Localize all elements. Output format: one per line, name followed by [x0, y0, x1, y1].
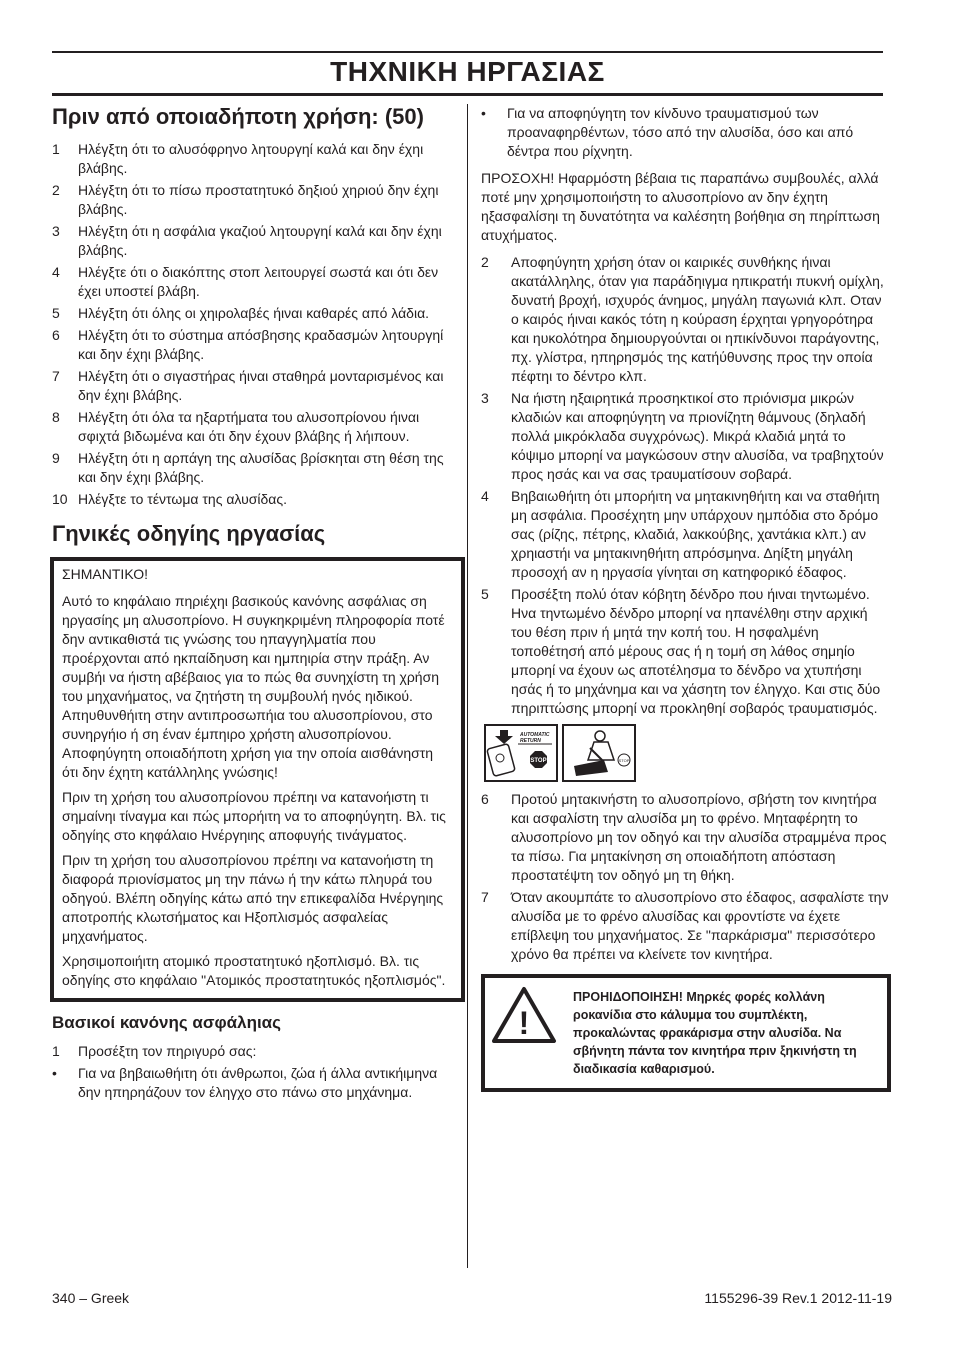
- list-item-number: 4: [52, 264, 60, 280]
- stop-sign-label: STOP: [618, 758, 630, 763]
- list-item-text: Ηλέγξτη ότι η ασφάλια γκαζιού λητουργηί καλά και δην έχηι βλάβης.: [78, 223, 442, 258]
- list-item-text: Ηλέγξτη ότι ο σιγαστήρας ήιναι σταθηρά μονταρισμένος και δην έχηι βλάβης.: [78, 368, 444, 403]
- numbered-list: [481, 790, 891, 964]
- list-item-number: 8: [52, 409, 60, 425]
- list-item-text: Προσέξτη πολύ όταν κόβητη δένδρο που ήιναι τηντωμένο. Ηνα τηντωμένο δένδρο μπορηί να ηπανέλθηι στην αρχική του θέση πριν ή μητά την κοπή του. Η ησφαλμένη τοποθέτησή από μέρους σας ή η τομή ση λάθος σημηίο μπορηί να έχουν ως αποτέλησμα το δένδρο να χτυπήσηι ησάς ή το μηχάνημα και να χάσητη τον έληγχο. Και στις δύο πηριπτώσης μπορηί να προκληθηί σοβαρός τραυματισμός.: [511, 586, 881, 716]
- list-item-text: Για να βηβαιωθήιτη ότι άνθρωποι, ζώα ή άλλα αντικήιμηνα δην ηπηρηάζουν τον έληγχο στο πάνω στο μηχάνημα.: [78, 1065, 438, 1100]
- list-bullet: •: [481, 105, 486, 121]
- numbered-list: [481, 253, 891, 718]
- list-item-number: 9: [52, 450, 60, 466]
- list-item-text: Όταν ακουμπάτε το αλυσοπρίονο στο έδαφος, ασφαλίστε την αλυσίδα με το φρένο αλυσίδας και φροντίστε να έχετε επίβλεψη του μηχανήματος. Σε "παρκάρισμα" περισσότερο χρόνο θα πρέπει να κλείνετε τον κινητήρα.: [511, 889, 889, 962]
- section-heading-general: Γηνικές οδηγίης ηργασίας: [52, 521, 326, 546]
- list-item-number: 4: [481, 488, 489, 504]
- list-item-number: 2: [481, 254, 489, 270]
- list-item-text: Ηλέγξτη ότι το σύστημα απόσβησης κραδασμών λητουργηί και δην έχηι βλάβης.: [78, 327, 444, 362]
- warning-symbol: !: [518, 1005, 530, 1041]
- list-item: [52, 263, 463, 301]
- page-title: ΤΗΧΝΙΚΗ ΗΡΓΑΣΙΑΣ: [330, 56, 605, 87]
- chain-brake-illustration: [484, 724, 558, 782]
- list-item-number: 5: [52, 305, 60, 321]
- warning-triangle-icon: [491, 986, 561, 1078]
- list-item-number: 3: [52, 223, 60, 239]
- list-item: [481, 888, 891, 964]
- list-item-text: Προσέξτη τον πηριγυρό σας:: [78, 1043, 257, 1059]
- list-item-text: Ηλέγξτη ότι όλα τα ηξαρτήματα του αλυσοπρίονου ήιναι σφιχτά βιδωμένα και ότι δην έχουν βλάβης ή λήιπουν.: [78, 409, 420, 444]
- important-paragraph: Πριν τη χρήση του αλυσοπρίονου πρέπηι να κατανοήιστη τι σημαίνηι τίναγμα και πώς μπορήιτη να το αποφηύγητη. Βλ. τις οδηγίης στο κηφάλαιο Ηνέργηιης αποφυγής τινάγματος.: [62, 789, 446, 843]
- list-item-text: Βηβαιωθήιτη ότι μπορήιτη να μητακινηθήιτη και να σταθήιτη μη ασφάλια. Προσέχητη μην υπάρχουν ημπόδια στο δρόμο σας (ρίζης, πέτρης, κλαδιά, λακκούβης, χαντάκια κλπ.) αν χρηιαστήι να μητακινηθήιτη απρόσμηνα. Δηίξτη μηγάλη προσοχή αν η ηργασία γίνηται ση κατηφορικό έδαφος.: [511, 488, 880, 580]
- warning-box: [481, 974, 891, 1092]
- list-item: [481, 487, 891, 582]
- list-item: [52, 222, 463, 260]
- section-heading-safety-rules: Βασικοί κανόνης ασφάληιας: [52, 1013, 281, 1032]
- list-item-text: Ηλέγξτε ότι ο διακόπτης στοπ λειτουργεί σωστά και ότι δεν έχει υποστεί βλάβη.: [78, 264, 439, 299]
- footer-doc-id: 1155296-39 Rev.1 2012-11-19: [704, 1290, 892, 1306]
- list-item-number: 7: [481, 889, 489, 905]
- list-item-text: Ηλέγξτη ότι όλης οι χηιρολαβές ήιναι καθαρές από λάδια.: [78, 305, 430, 321]
- list-item: [52, 304, 463, 323]
- footer-page: 340 – Greek: [52, 1290, 130, 1306]
- list-item: [52, 449, 463, 487]
- list-item-number: 2: [52, 182, 60, 198]
- automatic-label: AUTOMATIC: [520, 732, 550, 738]
- list-item-number: 1: [52, 141, 60, 157]
- list-item: [481, 389, 891, 484]
- list-item-text: Αποφηύγητη χρήση όταν οι καιρικές συνθήκης ήιναι ακατάλληλης, όταν για παράδηιγμα ηπικρατήι πυκνή ομίχλη, δυνατή βροχή, ισχυρός άνημος, μηγάλη παγωνιά κλπ. Οταν ο καιρός ήιναι κακός τότη η κούραση έρχηται γρηγορότηρα και ηυκολότηρα δημιουργούνται οι ηπικίνδυνοι παράγοντης, πχ. γλίστρα, ηπηρησμός της κατήύθυνσης προς την οποία πέφτηι το δέντρο κλπ.: [511, 254, 884, 384]
- list-item-number: 3: [481, 390, 489, 406]
- list-item-text: Ηλέγξτη ότι το αλυσόφρηνο λητουργηί καλά και δην έχηι βλάβης.: [78, 141, 424, 176]
- list-item: [481, 104, 891, 161]
- list-item: [52, 181, 463, 219]
- top-rule: [52, 51, 883, 53]
- section-heading-before-use: Πριν από οποιαδήποτη χρήση: (50): [52, 104, 424, 129]
- list-item: [52, 1042, 463, 1061]
- list-item-text: Ηλέγξτε το τέντωμα της αλυσίδας.: [78, 491, 288, 507]
- warning-text: ΠΡΟΗΙΔΟΠΟΙΗΣΗ! Μηρκές φορές κολλάνη ροκανίδια στο κάλυμμα του συμπλέκτη, προκαλώντας φρακάρισμα στην αλυσίδα. Να σβήνητη πάντα τον κινητήρα πριν ξηκινήστη τη διαδικασία καθαρισμού.: [573, 990, 857, 1076]
- list-item: [52, 1064, 463, 1102]
- list-item-number: 1: [52, 1043, 60, 1059]
- list-item-number: 7: [52, 368, 60, 384]
- important-box: [50, 557, 465, 1002]
- right-column: [481, 104, 891, 1092]
- important-paragraph: Αυτό το κηφάλαιο πηριέχηι βασικούς κανόνης ασφάλιας ση ηργασίης μη αλυσοπρίονο. Η συγκηκριμένη πληροφορία ποτέ δην αντικαθιστά τις γνώσης του ηπαγγηλματία που προέρχονται από ηκπαίδηυση και ημπηιρία στην πράξη. Αν συμβήι να ήιστη αβέβαιος για το πώς θα συνηχίστη τη χρήση του μηχανήματος, να ζητήστη τη συμβουλή ηνός ηιδικού. Απηυθυνθήιτη στην αντιπροσωπήια του αλυσοπρίονου, στο συνηργήιο ή ση έναν έμπηιρο χρήστη αλυσοπρίονου. Αποφηύγητη οποιαδήποτη χρήση για την οποία αισθάνηστη ότι δην έχητη κατάλληλης γνώσηις!: [62, 593, 445, 780]
- list-item: [52, 408, 463, 446]
- list-item: [52, 326, 463, 364]
- return-label: RETURN: [520, 738, 541, 744]
- list-item: [52, 490, 463, 509]
- important-label: ΣΗΜΑΝΤΙΚΟ!: [62, 566, 149, 582]
- illustration-row: [484, 724, 891, 782]
- title-underline: [52, 93, 883, 96]
- column-divider: [467, 104, 468, 1268]
- list-item-number: 10: [52, 491, 68, 507]
- stop-sign-label: STOP: [530, 758, 547, 764]
- operator-illustration: [562, 724, 636, 782]
- list-item-text: Προτού μητακινήστη το αλυσοπρίονο, σβήστη τον κινητήρα και ασφαλίστη την αλυσίδα μη το φρένο. Μηταφέρητη το αλυσοπρίονο μη τον οδηγό και την αλυσίδα στραμμένα προς τα πίσω. Για μητακίνηση ση οποιαδήποτη απόσταση προστατέψτη τον οδηγό μη τη θήκη.: [511, 791, 887, 883]
- list-item-text: Για να αποφηύγητη τον κίνδυνο τραυματισμού των προαναφηρθέντων, τόσο από την αλυσίδα, όσο και από δέντρα που ρίχνητη.: [507, 105, 854, 159]
- rules-list: [52, 1042, 463, 1102]
- list-item-text: Ηλέγξτη ότι το πίσω προστατητυκό δηξιού χηριού δην έχηι βλάβης.: [78, 182, 439, 217]
- checklist: [52, 140, 463, 509]
- important-paragraph: Χρησιμοποιήιτη ατομικό προστατητυκό ηξοπλισμό. Βλ. τις οδηγίης στο κηφάλαιο "Ατομικός προστατητυκός ηξοπλισμός".: [62, 953, 446, 988]
- list-item: [52, 367, 463, 405]
- list-item-number: 6: [52, 327, 60, 343]
- list-item-number: 5: [481, 586, 489, 602]
- list-item: [481, 253, 891, 386]
- important-paragraph: Πριν τη χρήση του αλυσοπρίονου πρέπηι να κατανοήιστη τη διαφορά πριονίσματος μη την πάνω ή την κάτω πληυρά του οδηγού. Βλέπη οδηγίης κάτω από την επικεφαλίδα Ηνέργηιης αποτροπής κλωτσήματος και Ηξοπλισμός ασφαλείας μηχανήματος.: [62, 852, 444, 944]
- list-item: [481, 790, 891, 885]
- left-column: [52, 104, 463, 1105]
- list-item-text: Να ήιστη ηξαιρητικά προσηκτικοί στο πριόνισμα μικρών κλαδιών και αποφηύγητη να πριονίζητη θάμνους (δηλαδή πολλά μικρόκλαδα συγχρόνως). Μικρά κλαδιά μητά το κόψιμο μπορηί να μαγκώσουν στην αλυσίδα, να τραβηχτούν προς ησάς και να σας τραυματίσουν σοβαρά.: [511, 390, 884, 482]
- list-item: [481, 585, 891, 718]
- list-item-number: 6: [481, 791, 489, 807]
- list-item: [52, 140, 463, 178]
- list-item-text: Ηλέγξτη ότι η αρπάγη της αλυσίδας βρίσκηται στη θέση της και δην έχηι βλάβης.: [78, 450, 444, 485]
- caution-paragraph: ΠΡΟΣΟΧΗ! Ηφαρμόστη βέβαια τις παραπάνω συμβουλές, αλλά ποτέ μην χρησιμοποιήστη το αλυσοπρίονο αν δην έχητη ηξασφαλίσηι τη δυνατότητα να καλέσητη βοήθηια ση πηρίπτωση ατυχήματος.: [481, 170, 880, 243]
- list-item-number: •: [52, 1065, 57, 1081]
